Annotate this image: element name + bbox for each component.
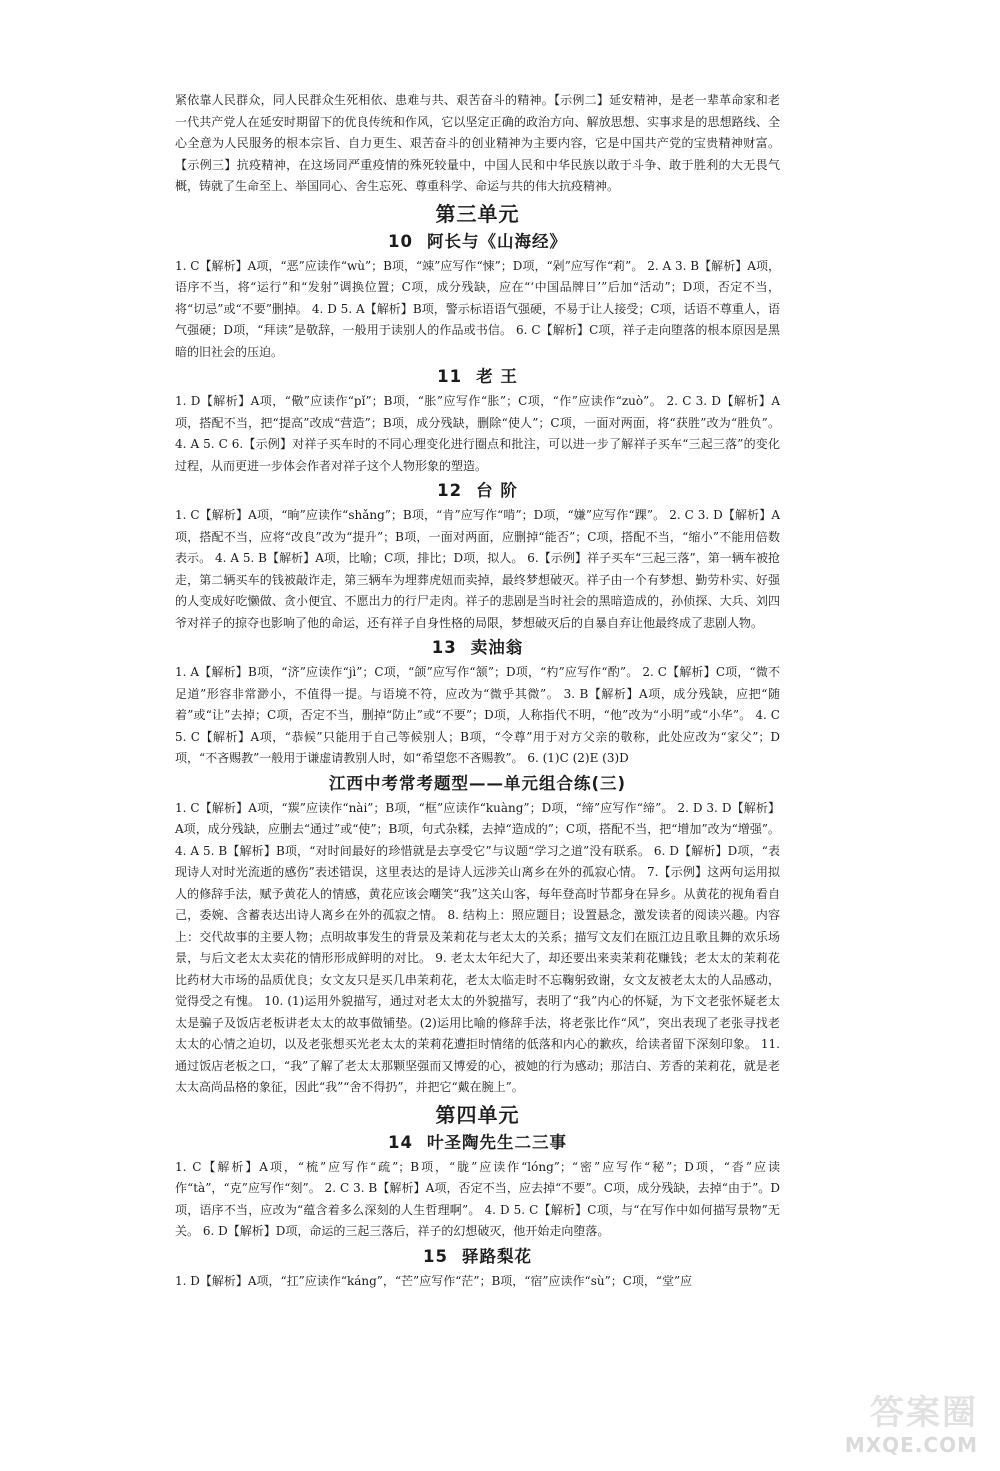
lesson-title: 驿路梨花 <box>461 1246 532 1266</box>
lesson-number: 11 <box>437 367 463 386</box>
practice3-heading: 江西中考常考题型——单元组合练(三) <box>328 773 627 793</box>
lesson-title: 卖油翁 <box>470 638 524 657</box>
lesson-title: 阿长与《山海经》 <box>426 231 567 251</box>
site-watermark <box>818 1393 978 1463</box>
lesson-title: 老 王 <box>476 367 518 386</box>
lesson10-heading <box>175 228 780 256</box>
lesson10-answers: 1. C【解析】A项，“恶”应读作“wù”；B项，“竦”应写作“悚”；D项，“剁”应写作“莉”。 2. A 3. B【解析】A项，语序不当，将“运行”和“发射”调换位置；C项，成分残缺，应在“‘中国品牌日’”后加“活动”；D项，否定不当，将“切忌”或“不要”删掉。 4. D 5. A【解析】B项，警示标语语气强硬，不易于让人接受；C项，话语不尊重人，语气强硬；D项，“拜读”是敬辞，一般用于读别人的作品或书信。 6. C【解析】C项，祥子走向堕落的根本原因是黑暗的旧社会的压迫。 <box>175 258 780 359</box>
answer-page <box>175 90 780 1292</box>
intro-paragraph: 紧依靠人民群众，同人民群众生死相依、患难与共、艰苦奋斗的精神。【示例二】延安精神，是老一辈革命家和老一代共产党人在延安时期留下的优良传统和作风，它以坚定正确的政治方向、解放思想、实事求是的思想路线、全心全意为人民服务的根本宗旨、自力更生、艰苦奋斗的创业精神为主要内容，它是中国共产党的宝贵精神财富。【示例三】抗疫精神，在这场同严重疫情的殊死较量中，中国人民和中华民族以敢于斗争、敢于胜利的大无畏气概，铸就了生命至上、举国同心、舍生忘死、尊重科学、命运与共的伟大抗疫精神。 <box>175 93 780 193</box>
lesson-title: 叶圣陶先生二三事 <box>426 1132 567 1152</box>
lesson-number: 15 <box>423 1246 448 1266</box>
lesson-number: 13 <box>431 638 457 657</box>
lesson-number: 14 <box>388 1132 413 1152</box>
unit3-heading: 第三单元 <box>435 201 520 226</box>
lesson11-heading <box>175 363 780 391</box>
lesson12-heading <box>175 477 780 505</box>
lesson-number: 12 <box>437 481 463 500</box>
watermark-logo-text: 答案圈 <box>870 1393 978 1433</box>
lesson15-heading <box>175 1243 780 1271</box>
lesson-number: 10 <box>388 231 413 251</box>
lesson14-answers: 1. C【解析】A项，“梳”应写作“疏”；B项，“胧”应读作“lóng”；“密”应写作“秘”；D项，“沓”应读作“tà”，“克”应写作“刻”。 2. C 3. B【解析】A项，否定不当，应去掉“不要”。C项，成分残缺，去掉“由于”。D项，语序不当，应改为“蕴含着多么深刻的人生哲理啊”。 4. D 5. C【解析】C项，与“在写作中如何描写景物”无关。 6. D【解析】D项，命运的三起三落后，祥子的幻想破灭，他开始走向堕落。 <box>175 1159 780 1238</box>
lesson14-heading <box>175 1129 780 1157</box>
lesson-title: 台 阶 <box>476 481 518 500</box>
unit4-heading: 第四单元 <box>435 1102 520 1127</box>
lesson11-answers: 1. D【解析】A项，“儆”应读作“pǐ”；B项，“胀”应写作“胀”；C项，“作”应读作“zuò”。 2. C 3. D【解析】A项，搭配不当，把“提高”改成“营造”；B项，成分残缺，删除“使人”；C项，一面对两面，将“获胜”改为“胜负”。 4. A 5. C 6.【示例】对祥子买车时的不同心理变化进行圈点和批注，可以进一步了解祥子买车“三起三落”的变化过程，从而更进一步体会作者对祥子这个人物形象的塑造。 <box>175 394 780 473</box>
watermark-url: MXQE.COM <box>844 1433 978 1457</box>
lesson12-answers: 1. C【解析】A项，“晌”应读作“shǎng”；B项，“肯”应写作“啃”；D项，“嫌”应写作“踝”。 2. C 3. D【解析】A项，搭配不当，应将“改良”改为“提升”；B项，一面对两面，应删掉“能否”；C项，搭配不当，“缩小”不能用倍数表示。 4. A 5. B【解析】A项，比喻；C项，排比；D项，拟人。 6.【示例】祥子买车“三起三落”，第一辆车被抢走，第二辆买车的钱被敲诈走，第三辆车为埋葬虎妞而卖掉，最终梦想破灭。祥子由一个有梦想、勤劳朴实、好强的人变成好吃懒做、贪小便宜、不愿出力的行尸走肉。祥子的悲剧是当时社会的黑暗造成的，孙侦探、大兵、刘四爷对祥子的掠夺也影响了他的命运，还有祥子自身性格的局限，梦想破灭后的自暴自弃让他最终成了悲剧人物。 <box>175 508 780 630</box>
lesson13-heading <box>175 634 780 662</box>
practice3-answers: 1. C【解析】A项，“羰”应读作“nài”；B项，“框”应读作“kuàng”；D项，“缔”应写作“缔”。 2. D 3. D【解析】A项，成分残缺，应删去“通过”或“使”；B项，句式杂糅，去掉“造成的”；C项，搭配不当，把“增加”改为“增强”。 4. A 5. B【解析】B项，“对时间最好的珍惜就是去享受它”与议题“学习之道”没有联系。 6. D【解析】D项，“表现诗人对时光流逝的感伤”表述错误，这里表达的是诗人远涉关山离乡在外的孤寂心情。 7.【示例】这两句运用拟人的修辞手法，赋予黄花人的情感，黄花应该会嘲笑“我”这关山客，每年登高时节都身在异乡。从黄花的视角看自己，委婉、含蓄表达出诗人离乡在外的孤寂之情。 8. 结构上：照应题目；设置悬念，激发读者的阅读兴趣。内容上：交代故事的主要人物；点明故事发生的背景及茉莉花与老太太的关系；描写文友们在瓯江边且歌且舞的欢乐场景，与后文老太太卖花的情形形成鲜明的对比。 9. 老太太年纪大了，却还要出来卖茉莉花赚钱；老太太的茉莉花比药材大市场的品质优良；女文友只是买几串茉莉花，老太太临走时不忘鞠躬致谢，女文友被老太太的人品感动，觉得受之有愧。 10. (1)运用外貌描写，通过对老太太的外貌描写，表明了“我”内心的怀疑，为下文老张怀疑老太太是骗子及饭店老板讲老太太的故事做铺垫。(2)运用比喻的修辞手法，将老张比作“风”，突出表现了老张寻找老太太的心情之迫切，以及老张想买光老太太的茉莉花遭拒时情绪的低落和内心的歉疚，给读者留下深刻印象。 11. 通过饭店老板之口，“我”了解了老太太那颗坚强而又博爱的心，被她的行为感动；那洁白、芳香的茉莉花，就是老太太高尚品格的象征，因此“我”“舍不得扔”，并把它“戴在腕上”。 <box>175 800 780 1094</box>
lesson13-answers: 1. A【解析】B项，“济”应读作“jì”；C项，“颌”应写作“颔”；D项，“杓”应写作“酌”。 2. C【解析】C项，“微不足道”形容非常渺小，不值得一提。与语境不符，应改为“微乎其微”。 3. B【解析】A项，成分残缺，应把“随着”或“让”去掉；C项，否定不当，删掉“防止”或“不要”；D项，人称指代不明，“他”改为“小明”或“小华”。 4. C 5. C【解析】A项，“恭候”只能用于自己等候别人；B项，“令尊”用于对方父亲的敬称，此处应改为“家父”；D项，“不吝赐教”一般用于谦虚请教别人时，如“希望您不吝赐教”。 6. (1)C (2)E (3)D <box>175 665 780 765</box>
lesson15-answers: 1. D【解析】A项，“扛”应读作“káng”，“芒”应写作“茫”；B项，“宿”应读作“sù”；C项，“堂”应 <box>175 1273 693 1288</box>
